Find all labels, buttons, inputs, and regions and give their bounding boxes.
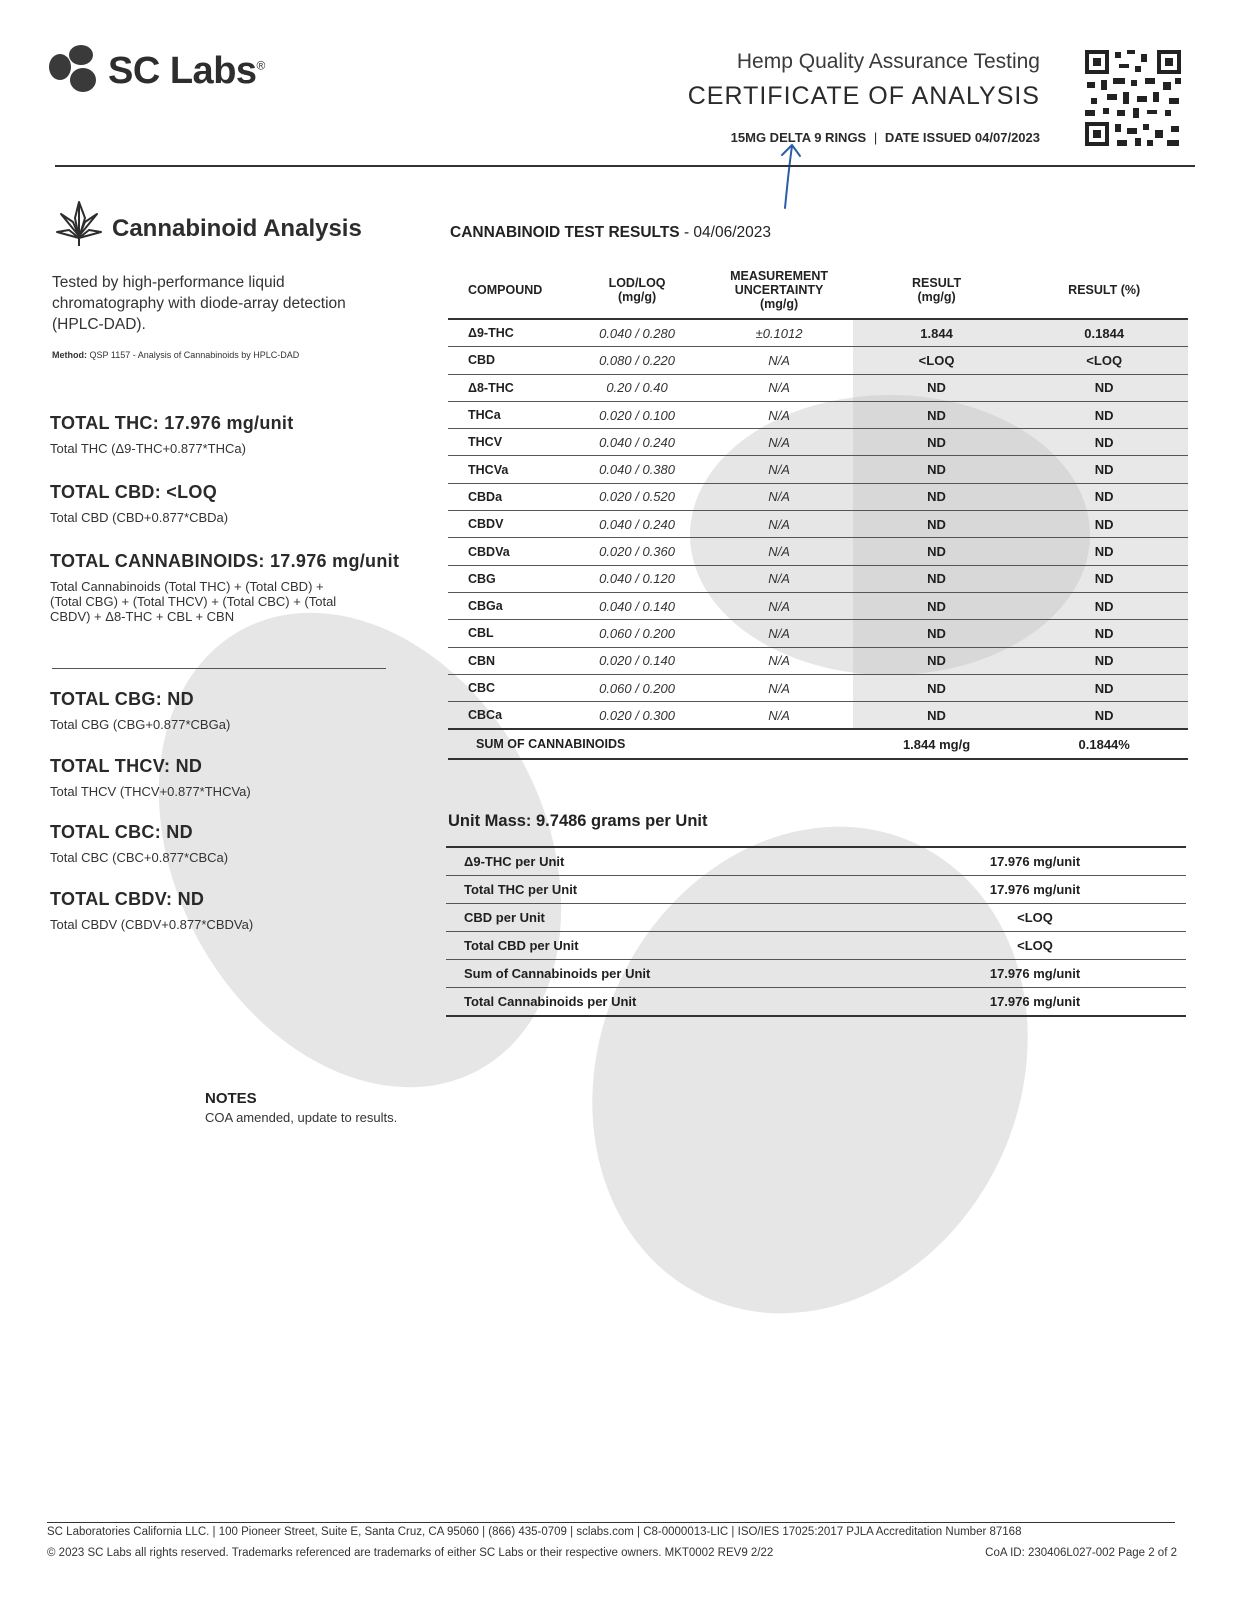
- compound-cell: CBC: [448, 674, 569, 701]
- unit-label-cell: Total Cannabinoids per Unit: [446, 988, 884, 1017]
- table-row: [448, 538, 1188, 565]
- col-result-mg: RESULT (mg/g): [912, 276, 962, 304]
- lod-loq-cell: 0.040 / 0.240: [569, 429, 705, 456]
- table-row: [446, 876, 1186, 904]
- uncertainty-cell: N/A: [705, 565, 852, 592]
- compound-cell: CBDVa: [448, 538, 569, 565]
- uncertainty-cell: N/A: [705, 592, 852, 619]
- table-row: [448, 401, 1188, 428]
- table-row: [448, 511, 1188, 538]
- unit-value-cell: 17.976 mg/unit: [884, 847, 1186, 876]
- result-pct-cell: ND: [1020, 483, 1188, 510]
- result-pct-cell: ND: [1020, 565, 1188, 592]
- uncertainty-cell: N/A: [705, 374, 852, 401]
- table-row: [446, 960, 1186, 988]
- lod-loq-cell: 0.040 / 0.140: [569, 592, 705, 619]
- compound-cell: Δ8-THC: [448, 374, 569, 401]
- header-subtitle: Hemp Quality Assurance Testing: [736, 50, 1040, 73]
- table-row: [446, 988, 1186, 1017]
- table-row: [448, 702, 1188, 730]
- section-title: Cannabinoid Analysis: [112, 215, 362, 242]
- result-mg-cell: ND: [853, 401, 1021, 428]
- table-row: [446, 932, 1186, 960]
- compound-cell: CBDa: [448, 483, 569, 510]
- total-thc-formula: Total THC (Δ9-THC+0.877*THCa): [50, 441, 246, 456]
- uncertainty-cell: N/A: [705, 456, 852, 483]
- lod-loq-cell: 0.040 / 0.280: [569, 319, 705, 347]
- uncertainty-cell: N/A: [705, 511, 852, 538]
- total-thcv-formula: Total THCV (THCV+0.877*THCVa): [50, 784, 251, 799]
- unit-label-cell: Total CBD per Unit: [446, 932, 884, 960]
- method-line: [52, 350, 299, 360]
- sum-label: SUM OF CANNABINOIDS: [448, 729, 853, 759]
- result-mg-cell: ND: [853, 374, 1021, 401]
- lod-loq-cell: 0.040 / 0.120: [569, 565, 705, 592]
- compound-cell: CBN: [448, 647, 569, 674]
- header-title: CERTIFICATE OF ANALYSIS: [687, 82, 1040, 110]
- total-cbg-heading: TOTAL CBG: ND: [50, 689, 194, 709]
- unit-label-cell: Δ9-THC per Unit: [446, 847, 884, 876]
- results-title: [450, 224, 771, 242]
- cannabis-leaf-icon: [55, 198, 103, 248]
- uncertainty-cell: N/A: [705, 620, 852, 647]
- compound-cell: THCa: [448, 401, 569, 428]
- compound-cell: THCV: [448, 429, 569, 456]
- sum-mg: 1.844 mg/g: [853, 729, 1021, 759]
- total-cbdv-formula: Total CBDV (CBDV+0.877*CBDVa): [50, 917, 254, 932]
- notes-text: COA amended, update to results.: [205, 1110, 398, 1125]
- col-lod-loq: LOD/LOQ (mg/g): [608, 276, 666, 304]
- product-name: 15MG DELTA 9 RINGS: [730, 130, 867, 145]
- table-row: [448, 565, 1188, 592]
- footer-divider: [47, 1522, 1175, 1523]
- total-cbdv-heading: TOTAL CBDV: ND: [50, 889, 205, 909]
- compound-cell: CBCa: [448, 702, 569, 730]
- sum-pct: 0.1844%: [1020, 729, 1188, 759]
- table-row: [448, 483, 1188, 510]
- result-mg-cell: ND: [853, 592, 1021, 619]
- result-pct-cell: ND: [1020, 538, 1188, 565]
- unit-label-cell: CBD per Unit: [446, 904, 884, 932]
- uncertainty-cell: N/A: [705, 674, 852, 701]
- table-row: [448, 620, 1188, 647]
- total-cbc-formula: Total CBC (CBC+0.877*CBCa): [50, 850, 229, 865]
- result-pct-cell: 0.1844: [1020, 319, 1188, 347]
- unit-value-cell: 17.976 mg/unit: [884, 876, 1186, 904]
- col-result-pct: RESULT (%): [1068, 283, 1141, 297]
- result-mg-cell: ND: [853, 538, 1021, 565]
- result-mg-cell: ND: [853, 483, 1021, 510]
- total-thc-heading: TOTAL THC: 17.976 mg/unit: [50, 413, 294, 433]
- results-title-label: CANNABINOID TEST RESULTS: [450, 224, 680, 241]
- result-pct-cell: ND: [1020, 620, 1188, 647]
- lod-loq-cell: 0.020 / 0.300: [569, 702, 705, 730]
- footer-copyright: [47, 1547, 1177, 1559]
- compound-cell: CBGa: [448, 592, 569, 619]
- unit-mass-title: Unit Mass: 9.7486 grams per Unit: [448, 812, 708, 830]
- uncertainty-cell: ±0.1012: [705, 319, 852, 347]
- lod-loq-cell: 0.020 / 0.360: [569, 538, 705, 565]
- compound-cell: CBG: [448, 565, 569, 592]
- result-mg-cell: ND: [853, 511, 1021, 538]
- uncertainty-cell: N/A: [705, 702, 852, 730]
- result-mg-cell: ND: [853, 702, 1021, 730]
- unit-value-cell: 17.976 mg/unit: [884, 988, 1186, 1017]
- uncertainty-cell: N/A: [705, 429, 852, 456]
- total-cannabinoids-heading: TOTAL CANNABINOIDS: 17.976 mg/unit: [50, 551, 400, 571]
- compound-cell: Δ9-THC: [448, 319, 569, 347]
- unit-value-cell: 17.976 mg/unit: [884, 960, 1186, 988]
- col-compound: COMPOUND: [468, 283, 543, 297]
- uncertainty-cell: N/A: [705, 401, 852, 428]
- result-pct-cell: ND: [1020, 702, 1188, 730]
- lod-loq-cell: 0.040 / 0.380: [569, 456, 705, 483]
- total-cbd-formula: Total CBD (CBD+0.877*CBDa): [50, 510, 229, 525]
- table-row: [448, 647, 1188, 674]
- compound-cell: CBL: [448, 620, 569, 647]
- table-row: [448, 592, 1188, 619]
- separator: |: [873, 130, 878, 145]
- footer-trademark: © 2023 SC Labs all rights reserved. Trademarks referenced are trademarks of either SC Labs or their respective owners. MKT0002 REV9 2/22: [47, 1547, 774, 1559]
- total-cbg-formula: Total CBG (CBG+0.877*CBGa): [50, 717, 231, 732]
- total-cbd-heading: TOTAL CBD: <LOQ: [50, 482, 218, 502]
- lod-loq-cell: 0.020 / 0.520: [569, 483, 705, 510]
- qr-code-icon[interactable]: [1083, 48, 1183, 148]
- table-row: [446, 904, 1186, 932]
- table-row: [448, 374, 1188, 401]
- result-mg-cell: ND: [853, 620, 1021, 647]
- result-pct-cell: ND: [1020, 456, 1188, 483]
- sc-labs-logo-icon: [46, 42, 106, 96]
- table-row: [448, 429, 1188, 456]
- results-date: - 04/06/2023: [679, 224, 771, 241]
- total-cbc-heading: TOTAL CBC: ND: [50, 822, 193, 842]
- brand-name: SC Labs®: [108, 50, 265, 92]
- uncertainty-cell: N/A: [705, 483, 852, 510]
- result-pct-cell: <LOQ: [1020, 347, 1188, 374]
- lod-loq-cell: 0.040 / 0.240: [569, 511, 705, 538]
- lod-loq-cell: 0.20 / 0.40: [569, 374, 705, 401]
- total-cannabinoids-formula: Total Cannabinoids (Total THC) + (Total CBD) + (Total CBG) + (Total THCV) + (Total CBC) + (Total CBDV) + Δ8-THC + CBL + CBN: [50, 579, 337, 624]
- method-label: Method:: [52, 350, 87, 360]
- unit-label-cell: Total THC per Unit: [446, 876, 884, 904]
- cannabinoid-results-table: [448, 262, 1188, 760]
- table-row: [448, 674, 1188, 701]
- result-pct-cell: ND: [1020, 647, 1188, 674]
- total-thcv-heading: TOTAL THCV: ND: [50, 756, 203, 776]
- unit-mass-table: [446, 846, 1186, 1017]
- left-divider: [52, 668, 386, 669]
- table-row: [448, 456, 1188, 483]
- lod-loq-cell: 0.020 / 0.100: [569, 401, 705, 428]
- unit-value-cell: <LOQ: [884, 932, 1186, 960]
- compound-cell: CBD: [448, 347, 569, 374]
- result-mg-cell: ND: [853, 647, 1021, 674]
- result-pct-cell: ND: [1020, 401, 1188, 428]
- uncertainty-cell: N/A: [705, 538, 852, 565]
- result-mg-cell: 1.844: [853, 319, 1021, 347]
- uncertainty-cell: N/A: [705, 647, 852, 674]
- result-pct-cell: ND: [1020, 511, 1188, 538]
- footer-coa-id: CoA ID: 230406L027-002 Page 2 of 2: [985, 1547, 1177, 1559]
- lod-loq-cell: 0.060 / 0.200: [569, 620, 705, 647]
- lod-loq-cell: 0.060 / 0.200: [569, 674, 705, 701]
- result-pct-cell: ND: [1020, 592, 1188, 619]
- compound-cell: CBDV: [448, 511, 569, 538]
- table-row: [448, 347, 1188, 374]
- date-issued: DATE ISSUED 04/07/2023: [884, 130, 1040, 145]
- result-pct-cell: ND: [1020, 674, 1188, 701]
- result-pct-cell: ND: [1020, 374, 1188, 401]
- unit-label-cell: Sum of Cannabinoids per Unit: [446, 960, 884, 988]
- result-mg-cell: ND: [853, 674, 1021, 701]
- header-divider: [55, 165, 1195, 167]
- result-mg-cell: ND: [853, 456, 1021, 483]
- table-row: [448, 319, 1188, 347]
- notes-title: NOTES: [205, 1090, 257, 1107]
- result-mg-cell: ND: [853, 565, 1021, 592]
- result-pct-cell: ND: [1020, 429, 1188, 456]
- result-mg-cell: <LOQ: [853, 347, 1021, 374]
- method-value: QSP 1157 - Analysis of Cannabinoids by HPLC-DAD: [89, 350, 300, 360]
- compound-cell: THCVa: [448, 456, 569, 483]
- lod-loq-cell: 0.020 / 0.140: [569, 647, 705, 674]
- col-uncertainty: MEASUREMENT UNCERTAINTY (mg/g): [730, 269, 828, 311]
- uncertainty-cell: N/A: [705, 347, 852, 374]
- lod-loq-cell: 0.080 / 0.220: [569, 347, 705, 374]
- unit-value-cell: <LOQ: [884, 904, 1186, 932]
- footer-address: SC Laboratories California LLC. | 100 Pioneer Street, Suite E, Santa Cruz, CA 95060 | (866) 435-0709 | sclabs.com | C8-0000013-LIC | ISO/IES 17025:2017 PJLA Accreditation Number 87168: [47, 1526, 1022, 1538]
- handwritten-arrow-icon: [776, 142, 806, 212]
- result-mg-cell: ND: [853, 429, 1021, 456]
- method-description: Tested by high-performance liquid chromatography with diode-array detection (HPLC-DAD).: [52, 274, 346, 333]
- table-row: [446, 847, 1186, 876]
